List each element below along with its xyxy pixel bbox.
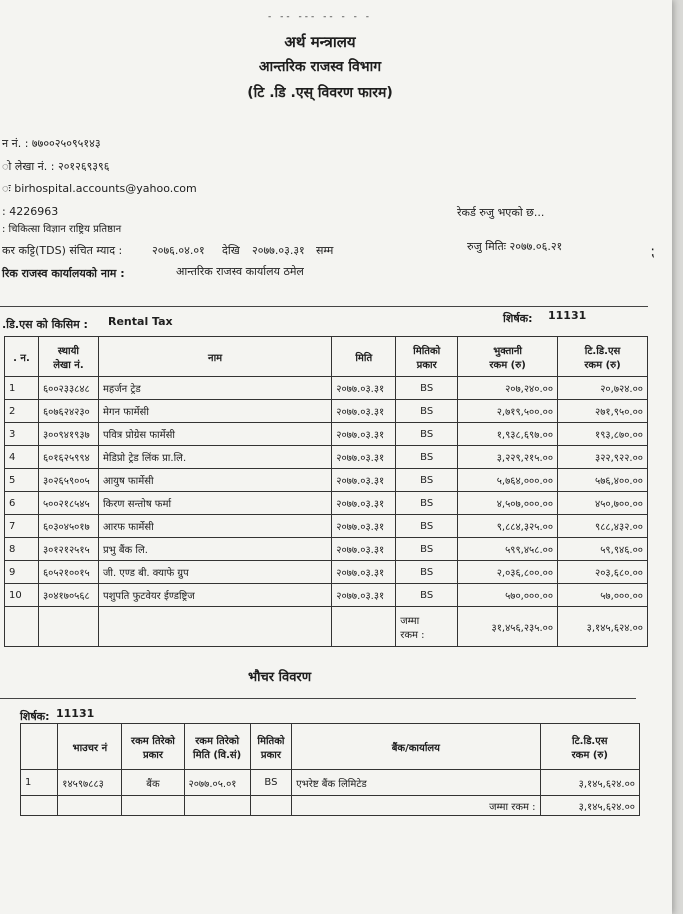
row-pan: ३०२६५९००५ bbox=[38, 469, 98, 492]
row-tds: ४५०,७००.०० bbox=[558, 492, 648, 515]
row-date-type: BS bbox=[396, 584, 458, 607]
vtotal-empty-2 bbox=[58, 796, 122, 816]
row-paid: २,७१९,५००.०० bbox=[458, 400, 558, 423]
table-row bbox=[5, 446, 648, 469]
row-date-type: BS bbox=[396, 423, 458, 446]
row-name: मेगन फार्मेसी bbox=[98, 400, 331, 423]
row-tds: २०३,६८०.०० bbox=[558, 561, 648, 584]
col-paid-line1: भुक्तानी bbox=[493, 345, 523, 357]
vcol-date-type-line1: मितिको bbox=[257, 735, 285, 747]
total-tds: ३,१४५,६२४.०० bbox=[558, 607, 648, 647]
row-sn: 3 bbox=[5, 423, 39, 446]
row-sn: 4 bbox=[5, 446, 39, 469]
row-paid: ५७०,०००.०० bbox=[458, 584, 558, 607]
row-date: २०७७.०३.३१ bbox=[332, 446, 396, 469]
tds-total-row bbox=[5, 607, 648, 647]
row-pan: ३००९४१९३७ bbox=[38, 423, 98, 446]
vtotal-empty-5 bbox=[250, 796, 291, 816]
total-label bbox=[396, 607, 458, 647]
vcol-tds bbox=[540, 724, 639, 770]
row-sn: 8 bbox=[5, 538, 39, 561]
total-empty-2 bbox=[38, 607, 98, 647]
table-row bbox=[5, 377, 648, 400]
col-tds bbox=[558, 337, 648, 377]
vcol-tds-line1: टि.डि.एस bbox=[572, 735, 608, 747]
row-date: २०७७.०३.३१ bbox=[332, 515, 396, 538]
col-date: मिति bbox=[332, 337, 396, 377]
row-pan: ६००२३३८४८ bbox=[38, 377, 98, 400]
vrow-pay-type: बैंक bbox=[122, 770, 184, 796]
voucher-divider bbox=[0, 698, 636, 699]
vcol-date-type bbox=[250, 724, 291, 770]
tds-type-label: .डि.एस को किसिम : bbox=[2, 318, 88, 331]
table-row bbox=[5, 423, 648, 446]
table-row bbox=[5, 515, 648, 538]
voucher-total-label: जम्मा रकम : bbox=[292, 796, 540, 816]
vcol-pay-date-line2: मिति (वि.सं) bbox=[193, 749, 242, 761]
row-tds: ५७६,४००.०० bbox=[558, 469, 648, 492]
row-paid: ९,८८४,३२५.०० bbox=[458, 515, 558, 538]
table-row bbox=[5, 400, 648, 423]
voucher-section-title: भौचर विवरण bbox=[248, 670, 312, 685]
col-paid bbox=[458, 337, 558, 377]
row-tds: ५७,०००.०० bbox=[558, 584, 648, 607]
row-tds: २७१,९५०.०० bbox=[558, 400, 648, 423]
row-pan: ६०७६२४२३० bbox=[38, 400, 98, 423]
col-date-type-line2: प्रकार bbox=[416, 359, 437, 371]
phone-line: : 4226963 bbox=[2, 205, 59, 218]
row-date-type: BS bbox=[396, 377, 458, 400]
row-name: प्रभु बैंक लि. bbox=[98, 538, 331, 561]
vcol-pay-date bbox=[184, 724, 250, 770]
total-empty-4 bbox=[332, 607, 396, 647]
row-paid: २०७,२४०.०० bbox=[458, 377, 558, 400]
period-from: २०७६.०४.०१ bbox=[152, 244, 205, 257]
vcol-date-type-line2: प्रकार bbox=[260, 749, 281, 761]
row-name: जी. एण्ड बी. क्याफे ग्रुप bbox=[98, 561, 331, 584]
tds-header-row bbox=[5, 337, 648, 377]
vcol-sn bbox=[21, 724, 58, 770]
vrow-voucher-no: १४५९७८८३ bbox=[58, 770, 122, 796]
verify-date: रुजु मितिः २०७७.०६.२१ bbox=[467, 240, 563, 253]
department-title: आन्तरिक राजस्व विभाग bbox=[258, 59, 382, 75]
total-label-line1: जम्मा bbox=[400, 615, 420, 627]
email-line: ः birhospital.accounts@yahoo.com bbox=[2, 182, 197, 195]
period-separator: देखि bbox=[222, 244, 240, 257]
total-empty-3 bbox=[98, 607, 331, 647]
row-date: २०७७.०३.३१ bbox=[332, 538, 396, 561]
total-empty-1 bbox=[5, 607, 39, 647]
row-pan: ६०५२१००१५ bbox=[38, 561, 98, 584]
vtotal-empty-3 bbox=[122, 796, 184, 816]
table-row bbox=[5, 538, 648, 561]
row-name: आयुष फार्मेसी bbox=[98, 469, 331, 492]
row-name: आरफ फार्मेसी bbox=[98, 515, 331, 538]
office-name: आन्तरिक राजस्व कार्यालय ठमेल bbox=[176, 265, 304, 278]
row-date-type: BS bbox=[396, 492, 458, 515]
voucher-header-row bbox=[21, 724, 640, 770]
voucher-table bbox=[20, 723, 640, 816]
row-paid: ३,२२९,२१५.०० bbox=[458, 446, 558, 469]
top-dots: - -- --- -- - - - bbox=[268, 12, 372, 22]
table-row bbox=[5, 492, 648, 515]
row-tds: ५९,९४६.०० bbox=[558, 538, 648, 561]
row-pan: ५००२१८५४५ bbox=[38, 492, 98, 515]
vcol-pay-type-line2: प्रकार bbox=[142, 749, 163, 761]
row-pan: ६०१६२५९९४ bbox=[38, 446, 98, 469]
row-date-type: BS bbox=[396, 469, 458, 492]
col-pan bbox=[38, 337, 98, 377]
tds-period-label: कर कट्टि(TDS) संचित म्याद : bbox=[2, 244, 123, 257]
row-sn: 6 bbox=[5, 492, 39, 515]
row-name: मेडिप्रो ट्रेड लिंक प्रा.लि. bbox=[98, 446, 331, 469]
row-date: २०७७.०३.३१ bbox=[332, 423, 396, 446]
row-name: पशुपति फुटवेयर ईण्डष्ट्रिज bbox=[98, 584, 331, 607]
office-label: रिक राजस्व कार्यालयको नाम : bbox=[2, 267, 125, 280]
row-name: पवित्र प्रोग्रेस फार्मेसी bbox=[98, 423, 331, 446]
tds-heading-value: 11131 bbox=[548, 309, 587, 322]
row-date: २०७७.०३.३१ bbox=[332, 377, 396, 400]
col-tds-line1: टि.डि.एस bbox=[584, 345, 621, 357]
voucher-heading-value: 11131 bbox=[56, 707, 95, 720]
table-row bbox=[21, 770, 640, 796]
vtotal-empty-4 bbox=[184, 796, 250, 816]
vcol-bank: बैंक/कार्यालय bbox=[292, 724, 540, 770]
row-pan: ३०१२१२५१५ bbox=[38, 538, 98, 561]
vcol-pay-type bbox=[122, 724, 184, 770]
row-date: २०७७.०३.३१ bbox=[332, 561, 396, 584]
row-pan: ३०४१७०५६८ bbox=[38, 584, 98, 607]
col-name: नाम bbox=[98, 337, 331, 377]
row-paid: ५,७६४,०००.०० bbox=[458, 469, 558, 492]
row-date-type: BS bbox=[396, 538, 458, 561]
row-name: महर्जन ट्रेड bbox=[98, 377, 331, 400]
period-until: सम्म bbox=[316, 244, 334, 257]
voucher-total-row bbox=[21, 796, 640, 816]
col-date-type bbox=[396, 337, 458, 377]
row-sn: 2 bbox=[5, 400, 39, 423]
voucher-heading-label: शिर्षक: bbox=[20, 710, 50, 723]
col-tds-line2: रकम (रु) bbox=[584, 359, 621, 371]
ministry-title: अर्थ मन्त्रालय bbox=[284, 33, 356, 51]
vrow-pay-date: २०७७.०५.०१ bbox=[184, 770, 250, 796]
row-sn: 1 bbox=[5, 377, 39, 400]
col-paid-line2: रकम (रु) bbox=[489, 359, 526, 371]
row-tds: ९८८,४३२.०० bbox=[558, 515, 648, 538]
row-paid: ४,५०७,०००.०० bbox=[458, 492, 558, 515]
vcol-pay-type-line1: रकम तिरेको bbox=[131, 735, 175, 747]
vtotal-empty-1 bbox=[21, 796, 58, 816]
voucher-total-tds: ३,१४५,६२४.०० bbox=[540, 796, 639, 816]
divider bbox=[0, 306, 648, 307]
row-tds: १९३,८७०.०० bbox=[558, 423, 648, 446]
row-date-type: BS bbox=[396, 515, 458, 538]
period-to: २०७७.०३.३१ bbox=[252, 244, 305, 257]
row-date: २०७७.०३.३१ bbox=[332, 469, 396, 492]
row-sn: 7 bbox=[5, 515, 39, 538]
col-sn: . न. bbox=[5, 337, 39, 377]
table-row bbox=[5, 469, 648, 492]
vrow-date-type: BS bbox=[250, 770, 291, 796]
row-date-type: BS bbox=[396, 561, 458, 584]
account-line: ो लेखा नं. : २०१२६९३९६ bbox=[2, 160, 110, 173]
row-paid: २,०३६,८००.०० bbox=[458, 561, 558, 584]
tds-heading-label: शिर्षक: bbox=[503, 312, 533, 325]
organization-line: : चिकित्सा विज्ञान राष्ट्रिय प्रतिष्ठान bbox=[2, 224, 122, 235]
vcol-pay-date-line1: रकम तिरेको bbox=[195, 735, 240, 747]
row-sn: 10 bbox=[5, 584, 39, 607]
row-paid: ५९९,४५८.०० bbox=[458, 538, 558, 561]
row-sn: 5 bbox=[5, 469, 39, 492]
row-date: २०७७.०३.३१ bbox=[332, 584, 396, 607]
record-status: रेकर्ड रुजु भएको छ... bbox=[457, 206, 545, 219]
col-pan-line1: स्थायी bbox=[57, 345, 79, 357]
row-date: २०७७.०३.३१ bbox=[332, 400, 396, 423]
row-name: किरण सन्तोष फर्मा bbox=[98, 492, 331, 515]
row-tds: ३२२,९२२.०० bbox=[558, 446, 648, 469]
tds-type-value: Rental Tax bbox=[108, 315, 173, 328]
table-row bbox=[5, 561, 648, 584]
vrow-bank: एभरेष्ट बैंक लिमिटेड bbox=[292, 770, 540, 796]
row-date-type: BS bbox=[396, 400, 458, 423]
vcol-voucher-no: भाउचर नं bbox=[58, 724, 122, 770]
tds-table bbox=[4, 336, 648, 647]
vrow-sn: 1 bbox=[21, 770, 58, 796]
col-pan-line2: लेखा नं. bbox=[53, 359, 84, 371]
pan-line: न नं. : ७७००२५०९५१४३ bbox=[2, 137, 101, 150]
table-row bbox=[5, 584, 648, 607]
vrow-tds: ३,१४५,६२४.०० bbox=[540, 770, 639, 796]
total-label-line2: रकम : bbox=[400, 629, 425, 641]
side-mark: ⁏ bbox=[650, 244, 655, 260]
vcol-tds-line2: रकम (रु) bbox=[571, 749, 608, 761]
total-paid: ३१,४५६,२३५.०० bbox=[458, 607, 558, 647]
row-pan: ६०३०४५०१७ bbox=[38, 515, 98, 538]
row-sn: 9 bbox=[5, 561, 39, 584]
row-tds: २०,७२४.०० bbox=[558, 377, 648, 400]
row-paid: १,९३८,६९७.०० bbox=[458, 423, 558, 446]
row-date: २०७७.०३.३१ bbox=[332, 492, 396, 515]
row-date-type: BS bbox=[396, 446, 458, 469]
col-date-type-line1: मितिको bbox=[413, 345, 441, 357]
form-title: (टि .डि .एस् विवरण फारम) bbox=[247, 85, 393, 101]
